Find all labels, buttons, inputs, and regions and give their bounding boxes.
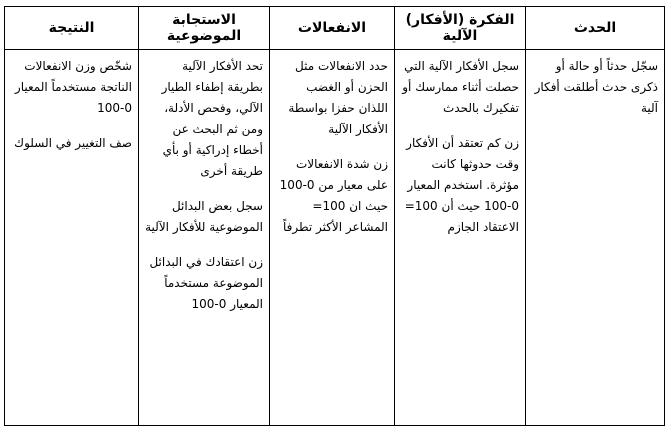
- header-objective-response: الاستجابة الموضوعية: [139, 7, 270, 50]
- result-instruction-1: شخّص وزن الانفعالات الناتجة مستخدماً المعيار 0-100: [14, 59, 132, 115]
- header-automatic-thoughts: الفكرة (الأفكار) الآلية: [395, 7, 526, 50]
- thought-instruction-2: زن كم تعتقد أن الأفكار وقت حدوثها كانت مؤثرة. استخدم المعيار 0-100 حيث أن 100= الاعتقاد الجازم: [404, 136, 519, 234]
- header-event: الحدث: [526, 7, 665, 50]
- content-row: [5, 50, 665, 426]
- cell-automatic-thoughts: [395, 50, 526, 426]
- header-row: [5, 7, 665, 50]
- cell-emotions: [270, 50, 395, 426]
- event-instruction-1: سجّل حدثاً أو حالة أو ذكرى حدث أطلقت أفكار آلية: [534, 59, 658, 115]
- cell-event: [526, 50, 665, 426]
- cell-result: [5, 50, 139, 426]
- response-instruction-2: سجل بعض البدائل الموضوعية للأفكار الآلية: [145, 199, 263, 234]
- result-instruction-2: صف التغيير في السلوك: [14, 136, 132, 150]
- header-result: النتيجة: [5, 7, 139, 50]
- emotion-instruction-1: حدد الانفعالات مثل الحزن أو الغضب اللذان حفزا بواسطة الأفكار الآلية: [288, 59, 388, 136]
- response-instruction-1: تحد الأفكار الآلية بطريقة إطفاء الطيار الآلي، وفحص الأدلة، ومن ثم البحث عن أخطاء إدراكية أو بأي طريقة أخرى: [161, 59, 263, 178]
- emotion-instruction-2: زن شدة الانفعالات على معيار من 0-100 حيث ان 100= المشاعر الأكثر تطرفاً: [279, 157, 388, 234]
- cell-objective-response: [139, 50, 270, 426]
- thought-record-table: [4, 6, 665, 426]
- thought-instruction-1: سجل الأفكار الآلية التي حصلت أثناء ممارسك أو تفكيرك بالحدث: [402, 59, 519, 115]
- header-emotions: الانفعالات: [270, 7, 395, 50]
- response-instruction-3: زن اعتقادك في البدائل الموضوعة مستخدماً المعيار 0-100: [149, 255, 263, 311]
